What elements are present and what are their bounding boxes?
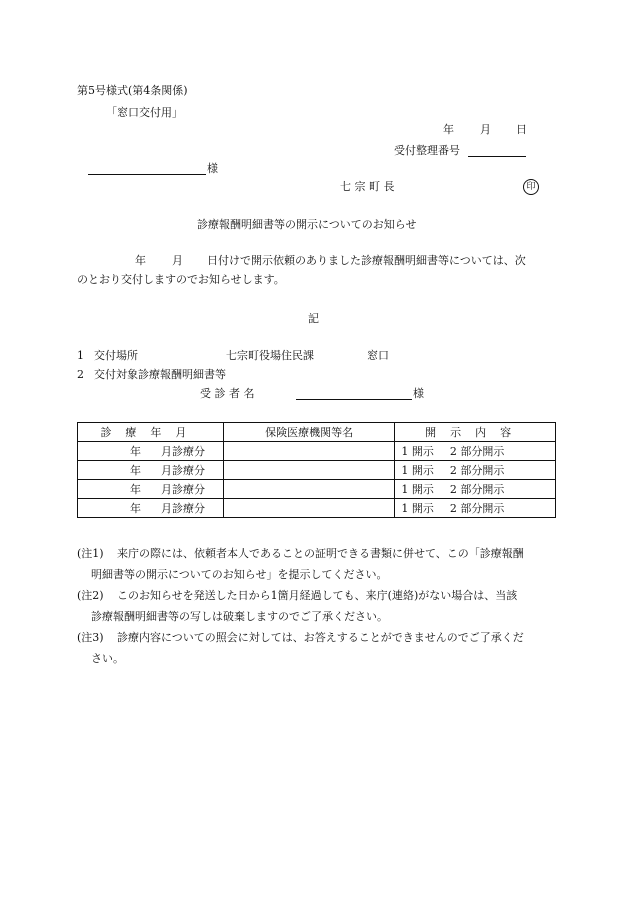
option-2-number: 2 bbox=[449, 445, 457, 458]
disclosure-cell bbox=[395, 499, 556, 518]
table-header-row bbox=[78, 423, 556, 442]
disclosure-table bbox=[77, 422, 556, 518]
institution-cell bbox=[223, 442, 394, 461]
option-partial: 部分開示 bbox=[460, 483, 505, 496]
note-item bbox=[77, 627, 557, 648]
row-month: 月診療分 bbox=[161, 502, 205, 515]
option-disclose: 開示 bbox=[411, 464, 434, 477]
body-line-1: 日付けで開示依頼のありました診療報酬明細書等については、次 bbox=[207, 254, 526, 267]
issuer: 七 宗 町 長 bbox=[340, 180, 395, 193]
option-disclose: 開示 bbox=[411, 445, 434, 458]
header-disclosure: 開示内容 bbox=[395, 423, 556, 442]
row-month: 月診療分 bbox=[161, 464, 205, 477]
institution-cell bbox=[223, 480, 394, 499]
treatment-month-cell bbox=[78, 499, 224, 518]
option-disclose: 開示 bbox=[411, 483, 434, 496]
note-item bbox=[77, 585, 557, 606]
option-1-number: 1 bbox=[401, 502, 409, 515]
date-month: 月 bbox=[480, 123, 491, 136]
note-text: 診療内容についての照会に対しては、お答えすることができませんのでご了承くだ bbox=[117, 631, 524, 644]
notes-section bbox=[77, 543, 557, 669]
table-row bbox=[78, 499, 556, 518]
note-label: (注1) bbox=[77, 547, 104, 560]
seal-mark: 印 bbox=[523, 179, 539, 195]
header-treatment-month: 診療年月 bbox=[78, 423, 224, 442]
row-month: 月診療分 bbox=[161, 445, 205, 458]
row-month: 月診療分 bbox=[161, 483, 205, 496]
treatment-month-cell bbox=[78, 442, 224, 461]
body-month: 月 bbox=[172, 254, 183, 267]
receipt-number-label: 受付整理番号 bbox=[394, 144, 460, 157]
note-continuation: 診療報酬明細書等の写しは破棄しますのでご了承ください。 bbox=[91, 610, 388, 623]
patient-name-line bbox=[296, 399, 412, 400]
notice-title: 診療報酬明細書等の開示についてのお知らせ bbox=[197, 218, 417, 231]
patient-label: 受 診 者 名 bbox=[200, 387, 255, 400]
note-label: (注2) bbox=[77, 589, 104, 602]
ki-heading: 記 bbox=[308, 312, 319, 325]
option-partial: 部分開示 bbox=[460, 464, 505, 477]
note-text: 来庁の際には、依頼者本人であることの証明できる書類に併せて、この「診療報酬 bbox=[117, 547, 524, 560]
table-row bbox=[78, 442, 556, 461]
table-row bbox=[78, 480, 556, 499]
counter-use-label: 「窓口交付用」 bbox=[106, 106, 183, 119]
row-year: 年 bbox=[130, 502, 141, 515]
option-2-number: 2 bbox=[449, 464, 457, 477]
addressee-suffix: 様 bbox=[207, 162, 218, 175]
header-institution: 保険医療機関等名 bbox=[223, 423, 394, 442]
option-partial: 部分開示 bbox=[460, 502, 505, 515]
item1-number: 1 bbox=[77, 349, 84, 362]
note-text: このお知らせを発送した日から1箇月経過しても、来庁(連絡)がない場合は、当該 bbox=[117, 589, 518, 602]
institution-cell bbox=[223, 461, 394, 480]
option-2-number: 2 bbox=[449, 483, 457, 496]
note-label: (注3) bbox=[77, 631, 104, 644]
option-1-number: 1 bbox=[401, 464, 409, 477]
row-year: 年 bbox=[130, 445, 141, 458]
item2-number: 2 bbox=[77, 368, 84, 381]
table-row bbox=[78, 461, 556, 480]
body-year: 年 bbox=[135, 254, 146, 267]
item1-label: 交付場所 bbox=[94, 349, 138, 362]
date-day: 日 bbox=[516, 123, 527, 136]
note-continuation: 明細書等の開示についてのお知らせ」を提示してください。 bbox=[91, 568, 388, 581]
option-disclose: 開示 bbox=[411, 502, 434, 515]
institution-cell bbox=[223, 499, 394, 518]
option-1-number: 1 bbox=[401, 445, 409, 458]
row-year: 年 bbox=[130, 483, 141, 496]
receipt-number-line bbox=[468, 156, 526, 157]
option-partial: 部分開示 bbox=[460, 445, 505, 458]
item1-place: 七宗町役場住民課 bbox=[226, 349, 314, 362]
addressee-line bbox=[88, 174, 206, 175]
row-year: 年 bbox=[130, 464, 141, 477]
disclosure-cell bbox=[395, 442, 556, 461]
disclosure-cell bbox=[395, 461, 556, 480]
item2-label: 交付対象診療報酬明細書等 bbox=[94, 368, 226, 381]
date-year: 年 bbox=[443, 123, 454, 136]
note-item bbox=[77, 543, 557, 564]
disclosure-cell bbox=[395, 480, 556, 499]
option-1-number: 1 bbox=[401, 483, 409, 496]
option-2-number: 2 bbox=[449, 502, 457, 515]
item1-window: 窓口 bbox=[367, 349, 389, 362]
form-number: 第5号様式(第4条関係) bbox=[77, 84, 188, 97]
note-continuation: さい。 bbox=[91, 652, 124, 665]
treatment-month-cell bbox=[78, 461, 224, 480]
body-line-2: のとおり交付しますのでお知らせします。 bbox=[77, 273, 285, 286]
patient-suffix: 様 bbox=[413, 387, 424, 400]
treatment-month-cell bbox=[78, 480, 224, 499]
